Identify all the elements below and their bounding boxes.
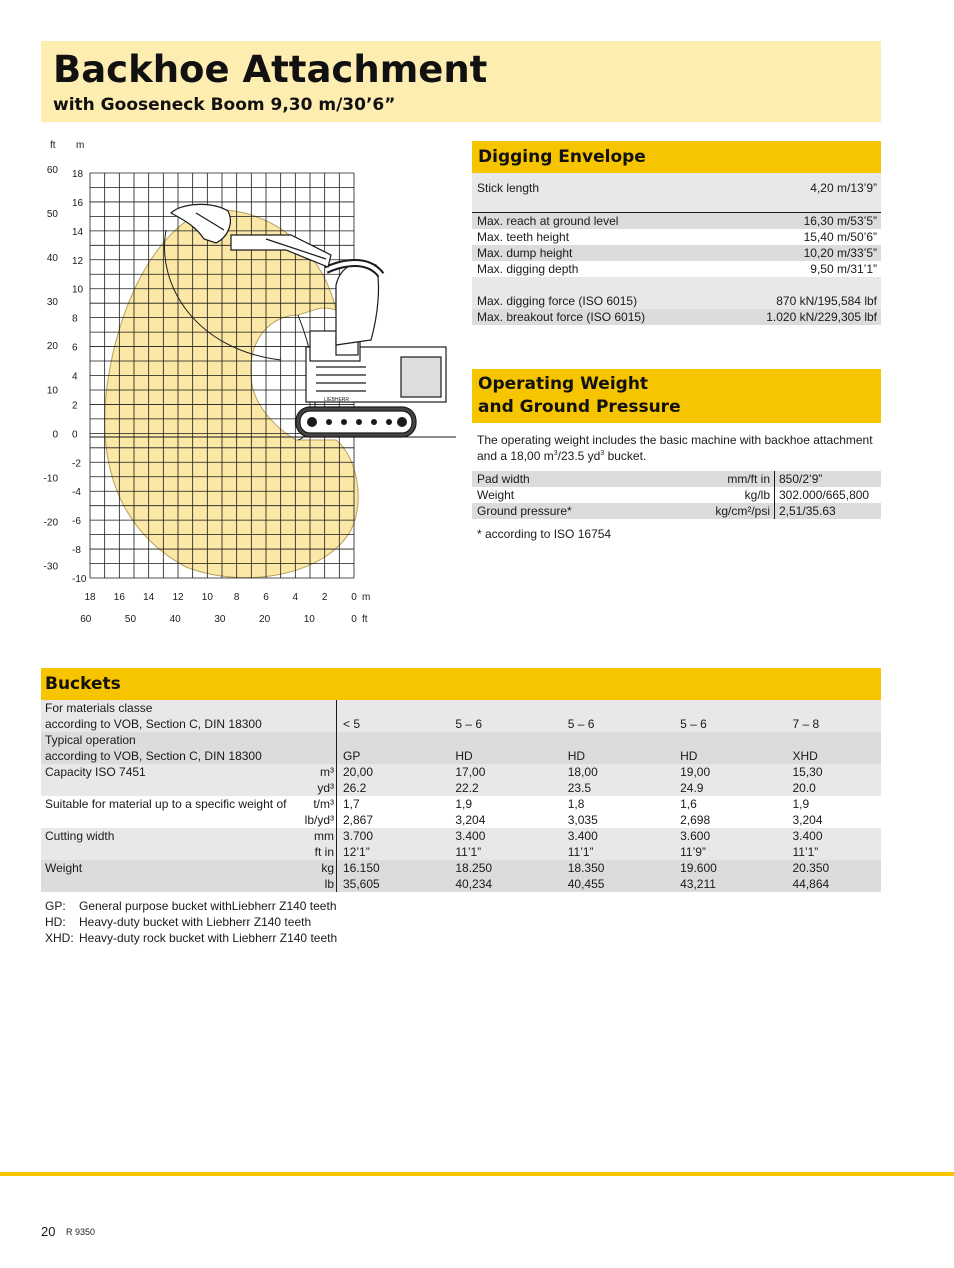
y-m-tick-label: 12: [72, 255, 84, 267]
bucket-cell: 2,867: [343, 813, 374, 827]
operating-row-unit: kg/lb: [622, 487, 775, 503]
y-unit-ft: ft: [50, 140, 56, 151]
x-m-tick-label: 12: [172, 592, 184, 603]
y-ft-tick-label: 60: [46, 164, 58, 176]
y-m-tick-label: 18: [72, 169, 84, 180]
legend-item: HD: Heavy-duty bucket with Liebherr Z140 teeth: [45, 915, 312, 929]
bucket-row: [41, 732, 881, 764]
bucket-cell: 12’1”: [343, 845, 370, 859]
y-ft-tick-label: 40: [46, 253, 58, 265]
x-ft-tick-label: 0: [351, 614, 357, 625]
y-m-tick-label: -2: [72, 458, 81, 470]
bucket-cell: 18.350: [567, 861, 605, 875]
x-m-tick-label: 14: [143, 592, 155, 603]
bucket-cell: [562, 732, 674, 748]
digging-row: [472, 213, 881, 229]
bucket-cell: [337, 700, 449, 716]
force-row-label: Max. digging force (ISO 6015): [477, 294, 638, 308]
operating-heading-line1: Operating Weight: [478, 374, 649, 394]
y-ft-tick-label: 20: [46, 341, 58, 353]
digging-row-label: Max. reach at ground level: [477, 214, 619, 228]
bucket-cell: 3.600: [680, 829, 711, 843]
bucket-cell: 40,234: [455, 877, 493, 891]
bucket-cell: 15,30: [792, 765, 823, 779]
x-unit-ft: ft: [362, 614, 368, 625]
stick-length-label: Stick length: [477, 181, 540, 195]
y-ft-tick-label: 50: [46, 208, 58, 220]
page-number: 20: [41, 1224, 56, 1239]
digging-row-value: 15,40 m/50’6”: [803, 230, 877, 244]
digging-envelope-heading: Digging Envelope: [472, 141, 881, 173]
spacer-row: [472, 277, 881, 293]
bucket-cell: 3.400: [567, 829, 598, 843]
bucket-row: [41, 796, 881, 828]
force-row-value: 1.020 kN/229,305 lbf: [766, 310, 877, 324]
page-subtitle: with Gooseneck Boom 9,30 m/30’6”: [53, 95, 396, 115]
bucket-row-label: Suitable for material up to a specific weight of t/m³: [41, 796, 337, 812]
digging-row-value: 9,50 m/31’1”: [810, 262, 877, 276]
y-ft-tick-label: 0: [52, 429, 58, 441]
y-ft-tick-label: 30: [46, 297, 58, 309]
digging-row: [472, 245, 881, 261]
digging-row-value: 16,30 m/53’5”: [803, 214, 877, 228]
bucket-row-label: For materials classe: [41, 700, 337, 716]
bucket-cell: 11’1”: [567, 845, 594, 859]
x-m-tick-label: 8: [233, 592, 240, 603]
operating-row: [472, 487, 881, 503]
bucket-cell: HD: [680, 749, 698, 763]
operating-row-value: 302.000/665,800: [779, 488, 870, 502]
x-ft-tick-label: 40: [169, 614, 181, 625]
operating-row-label: Ground pressure*: [477, 504, 572, 518]
bucket-cell: 3.400: [455, 829, 486, 843]
bucket-cell: 19.600: [680, 861, 717, 875]
bucket-cell: 3,035: [567, 813, 598, 827]
x-m-tick-label: 10: [201, 592, 213, 603]
bucket-row-label: Weight kg: [41, 860, 337, 876]
bucket-cell: 19,00: [680, 765, 711, 779]
y-m-tick-label: -8: [72, 545, 81, 557]
machine-brand-label: LIEBHERR: [324, 397, 350, 403]
bucket-cell: 26.2: [343, 781, 367, 795]
bucket-cell: [449, 700, 561, 716]
bucket-cell: 43,211: [680, 877, 716, 891]
legend-item: XHD: Heavy-duty rock bucket with Liebherr Z140 teeth: [45, 931, 338, 945]
bucket-cell: 1,6: [680, 797, 697, 811]
buckets-legend: [45, 898, 337, 946]
digging-row: [472, 261, 881, 277]
bucket-cell: 22.2: [455, 781, 479, 795]
x-m-tick-label: 16: [113, 592, 125, 603]
y-ft-tick-label: 10: [46, 385, 58, 397]
bucket-row-label: lb: [41, 876, 337, 892]
bucket-row-label: lb/yd³: [41, 812, 337, 828]
bucket-cell: 3.700: [343, 829, 374, 843]
bucket-row-label: according to VOB, Section C, DIN 18300: [41, 716, 337, 732]
x-ft-tick-label: 50: [124, 614, 137, 625]
force-row: [472, 293, 881, 309]
bucket-row-label: Capacity ISO 7451 m³: [41, 764, 337, 780]
force-row-value: 870 kN/195,584 lbf: [776, 294, 877, 308]
document-code: R 9350: [66, 1227, 96, 1237]
bucket-cell: 11’9”: [680, 845, 706, 859]
y-ft-tick-label: -30: [43, 561, 58, 573]
y-m-tick-label: 6: [72, 342, 78, 354]
x-m-tick-label: 0: [351, 592, 357, 603]
bucket-row-label: yd³: [41, 780, 337, 796]
force-row: [472, 309, 881, 325]
digging-row-value: 10,20 m/33’5”: [803, 246, 877, 260]
y-ft-tick-label: -20: [43, 517, 58, 529]
bucket-cell: 5 – 6: [680, 717, 707, 731]
operating-heading-line2: and Ground Pressure: [478, 397, 681, 417]
bucket-cell: 11’1”: [455, 845, 482, 859]
bucket-cell: 2,698: [680, 813, 711, 827]
y-m-tick-label: 16: [72, 197, 84, 209]
bucket-cell: 17,00: [455, 765, 486, 779]
bucket-cell: [562, 700, 674, 716]
digging-row-label: Max. dump height: [477, 246, 573, 260]
x-ft-tick-label: 10: [303, 614, 315, 625]
bucket-row: [41, 860, 881, 892]
operating-row-label: Pad width: [477, 472, 530, 486]
operating-row-label: Weight: [477, 488, 515, 502]
bucket-cell: 40,455: [567, 877, 605, 891]
bucket-cell: 5 – 6: [567, 717, 595, 731]
bucket-cell: GP: [343, 749, 361, 763]
bucket-cell: 18,00: [567, 765, 598, 779]
bucket-cell: HD: [567, 749, 586, 763]
y-m-tick-label: 4: [72, 371, 78, 383]
bucket-cell: 3,204: [792, 813, 823, 827]
stick-length-value: 4,20 m/13’9”: [810, 181, 877, 195]
operating-row: [472, 503, 881, 519]
bucket-row-label: Typical operation: [41, 732, 337, 748]
bucket-row: [41, 700, 881, 732]
y-m-tick-label: 14: [72, 226, 84, 238]
bucket-cell: [674, 732, 786, 748]
bucket-row-label: Cutting width mm: [41, 828, 337, 844]
operating-row-value: 850/2’9”: [779, 472, 823, 486]
buckets-heading: Buckets: [41, 668, 881, 700]
operating-row: [472, 471, 881, 487]
x-unit-m: m: [362, 592, 371, 603]
bucket-cell: 3,204: [455, 813, 486, 827]
y-m-tick-label: -4: [72, 487, 81, 499]
x-ft-tick-label: 30: [214, 614, 226, 625]
force-row-label: Max. breakout force (ISO 6015): [477, 310, 646, 324]
page-title: Backhoe Attachment: [53, 48, 488, 91]
x-m-tick-label: 4: [292, 592, 299, 603]
y-m-tick-label: -6: [72, 516, 81, 528]
bucket-cell: 18.250: [455, 861, 493, 875]
buckets-table: [41, 700, 881, 892]
bucket-cell: 35,605: [343, 877, 380, 891]
y-m-tick-label: -10: [72, 574, 87, 585]
bucket-cell: 20.0: [792, 781, 816, 795]
bucket-cell: 1,8: [567, 797, 585, 811]
bucket-cell: [674, 700, 786, 716]
legend-item: GP: General purpose bucket withLiebherr Z140 teeth: [45, 899, 337, 913]
digging-row-label: Max. digging depth: [477, 262, 579, 276]
bucket-cell: 20.350: [792, 861, 830, 875]
bucket-cell: 7 – 8: [792, 717, 820, 731]
operating-weight-heading: [472, 369, 881, 423]
y-m-tick-label: 2: [72, 400, 78, 412]
x-m-tick-label: 18: [84, 592, 96, 603]
x-ft-tick-label: 20: [259, 614, 271, 625]
x-m-tick-label: 6: [263, 592, 269, 603]
bucket-cell: 1,9: [455, 797, 473, 811]
digging-envelope-table: [472, 173, 881, 325]
operating-row-unit: kg/cm²/psi: [622, 503, 775, 519]
bucket-cell: 5 – 6: [455, 717, 483, 731]
bucket-cell: HD: [455, 749, 473, 763]
digging-envelope-diagram: [36, 135, 456, 630]
y-m-tick-label: 10: [72, 284, 84, 296]
bucket-row-label: ft in: [41, 844, 337, 860]
y-m-tick-label: 0: [72, 429, 78, 441]
x-ft-tick-label: 60: [80, 614, 92, 625]
y-ft-tick-label: -10: [43, 473, 58, 485]
digging-row: [472, 229, 881, 245]
y-unit-m: m: [76, 140, 85, 151]
operating-row-unit: mm/ft in: [622, 471, 775, 487]
bucket-cell: [449, 732, 561, 748]
bucket-cell: 3.400: [792, 829, 823, 843]
bucket-cell: 20,00: [343, 765, 374, 779]
bucket-cell: XHD: [792, 749, 818, 763]
bucket-cell: [787, 700, 881, 716]
operating-weight-table: [472, 471, 881, 519]
operating-intro-text: The operating weight includes the basic machine with backhoe attachment and a 18,00 $m^3/23.5$ $yd^3$ bucket.: [477, 433, 873, 463]
bucket-row-label: according to VOB, Section C, DIN 18300: [41, 748, 337, 764]
operating-footnote: * according to ISO 16754: [477, 527, 612, 541]
x-m-tick-label: 2: [321, 592, 328, 603]
gooseneck-boom: [336, 263, 378, 345]
bucket-cell: 24.9: [680, 781, 704, 795]
footer-rule: [0, 1172, 954, 1176]
y-m-tick-label: 8: [72, 313, 78, 325]
bucket-cell: 1,9: [792, 797, 810, 811]
bucket-cell: 44,864: [792, 877, 830, 891]
bucket-cell: 11’1”: [792, 845, 819, 859]
bucket-row: [41, 764, 881, 796]
bucket-cell: 1,7: [343, 797, 360, 811]
bucket-cell: < 5: [343, 717, 361, 731]
operating-row-value: 2,51/35.63: [779, 504, 836, 518]
stick-length-row: [472, 173, 881, 213]
bucket-cell: [337, 732, 449, 748]
bucket-cell: [787, 732, 881, 748]
digging-row-label: Max. teeth height: [477, 230, 570, 244]
bucket-row: [41, 828, 881, 860]
bucket-cell: 16.150: [343, 861, 380, 875]
bucket-cell: 23.5: [567, 781, 592, 795]
